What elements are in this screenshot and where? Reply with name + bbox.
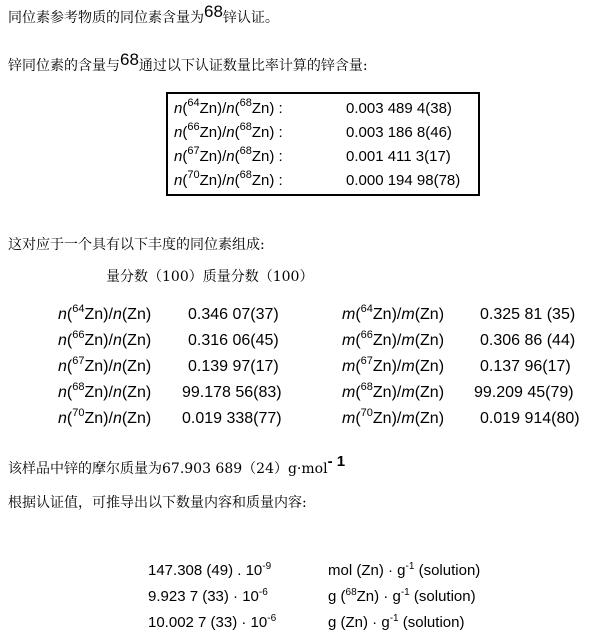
- result-unit: g $(^{68}Zn) \cdot g^{-1}$ (solution): [328, 587, 476, 605]
- ratio-label: n($^{66}$Zn)/n($^{68}$Zn) :: [174, 121, 283, 141]
- amount-fraction-label: n($^{68}$Zn)/n(Zn): [58, 381, 152, 401]
- result-row: [0, 562, 600, 584]
- mass-fraction-value: 0.137 96(17): [480, 358, 571, 375]
- ratio-row: [168, 145, 478, 170]
- ratio-table: [166, 92, 480, 196]
- abundance-row: [0, 329, 600, 354]
- ratio-row: [168, 169, 478, 194]
- result-value: 10.002 7 $(33) \cdot 10^{-6}$: [148, 613, 277, 631]
- amount-fraction-label: n($^{66}$Zn)/n(Zn): [58, 329, 152, 349]
- mass-fraction-label: m($^{64}$Zn)/m(Zn): [342, 303, 445, 323]
- abundance-row: [0, 303, 600, 328]
- abundance-row: [0, 381, 600, 406]
- mass-fraction-value: 0.306 86 (44): [480, 332, 576, 349]
- intro-line: [8, 2, 279, 27]
- mass-fraction-label: m($^{67}$Zn)/m(Zn): [342, 355, 445, 375]
- abundance-intro: 这对应于一个具有以下丰度的同位素组成:: [8, 237, 265, 253]
- ratio-value: 0.000 194 98(78): [346, 172, 461, 189]
- result-row: [0, 614, 600, 636]
- ratio-intro-suffix: 通过以下认证数量比率计算的锌含量:: [138, 58, 368, 74]
- ratio-label: n($^{67}$Zn)/n($^{68}$Zn) :: [174, 145, 283, 165]
- ratio-row: [168, 121, 478, 146]
- amount-fraction-value: 0.019 338(77): [182, 410, 282, 427]
- result-value: 9.923 7 $(33) \cdot 10^{-6}$: [148, 587, 268, 605]
- ratio-value: 0.003 489 4(38): [346, 100, 452, 117]
- amount-fraction-label: n($^{67}$Zn)/n(Zn): [58, 355, 152, 375]
- amount-fraction-value: 0.316 06(45): [188, 332, 279, 349]
- amount-fraction-value: 0.139 97(17): [188, 358, 279, 375]
- ratio-value: 0.003 186 8(46): [346, 124, 452, 141]
- result-unit: mol $(Zn) \cdot g^{-1}$ (solution): [328, 561, 481, 579]
- ratio-value: 0.001 411 3(17): [346, 148, 451, 165]
- ratio-intro-line: [8, 50, 368, 75]
- result-row: [0, 588, 600, 610]
- intro-isotope-number: 68: [204, 2, 223, 21]
- amount-fraction-label: n($^{64}$Zn)/n(Zn): [58, 303, 152, 323]
- mass-fraction-value: 99.209 45(79): [474, 384, 574, 401]
- derived-content-intro: 根据认证值，可推导出以下数量内容和质量内容:: [8, 495, 307, 511]
- ratio-intro-isotope-number: 68: [120, 50, 139, 69]
- mass-fraction-label: m($^{68}$Zn)/m(Zn): [342, 381, 445, 401]
- ratio-intro-text: 锌同位素的含量与: [8, 58, 120, 74]
- ratio-row: [168, 97, 478, 122]
- ratio-label: n($^{70}$Zn)/n($^{68}$Zn) :: [174, 169, 283, 189]
- ratio-label: n($^{64}$Zn)/n($^{68}$Zn) :: [174, 97, 283, 117]
- intro-text: 同位素参考物质的同位素含量为: [8, 10, 204, 26]
- molar-mass-text: 该样品中锌的摩尔质量为67.903 689（24）g·mol: [8, 461, 328, 477]
- result-value: 147.308 (49) . $10^{-9}$: [148, 561, 272, 579]
- result-unit: g $(Zn) \cdot g^{-1}$ (solution): [328, 613, 465, 631]
- mass-fraction-value: 0.325 81 (35): [480, 306, 576, 323]
- molar-mass-line: [8, 453, 346, 478]
- intro-suffix: 锌认证。: [222, 10, 279, 26]
- mass-fraction-label: m($^{70}$Zn)/m(Zn): [342, 407, 445, 427]
- mass-fraction-value: 0.019 914(80): [480, 410, 580, 427]
- amount-fraction-value: 99.178 56(83): [182, 384, 282, 401]
- molar-mass-exponent: - 1: [327, 453, 346, 470]
- mass-fraction-label: m($^{66}$Zn)/m(Zn): [342, 329, 445, 349]
- amount-fraction-label: n($^{70}$Zn)/n(Zn): [58, 407, 152, 427]
- abundance-row: [0, 355, 600, 380]
- abundance-header: 量分数（100）质量分数（100）: [106, 269, 314, 285]
- amount-fraction-value: 0.346 07(37): [188, 306, 279, 323]
- abundance-row: [0, 407, 600, 432]
